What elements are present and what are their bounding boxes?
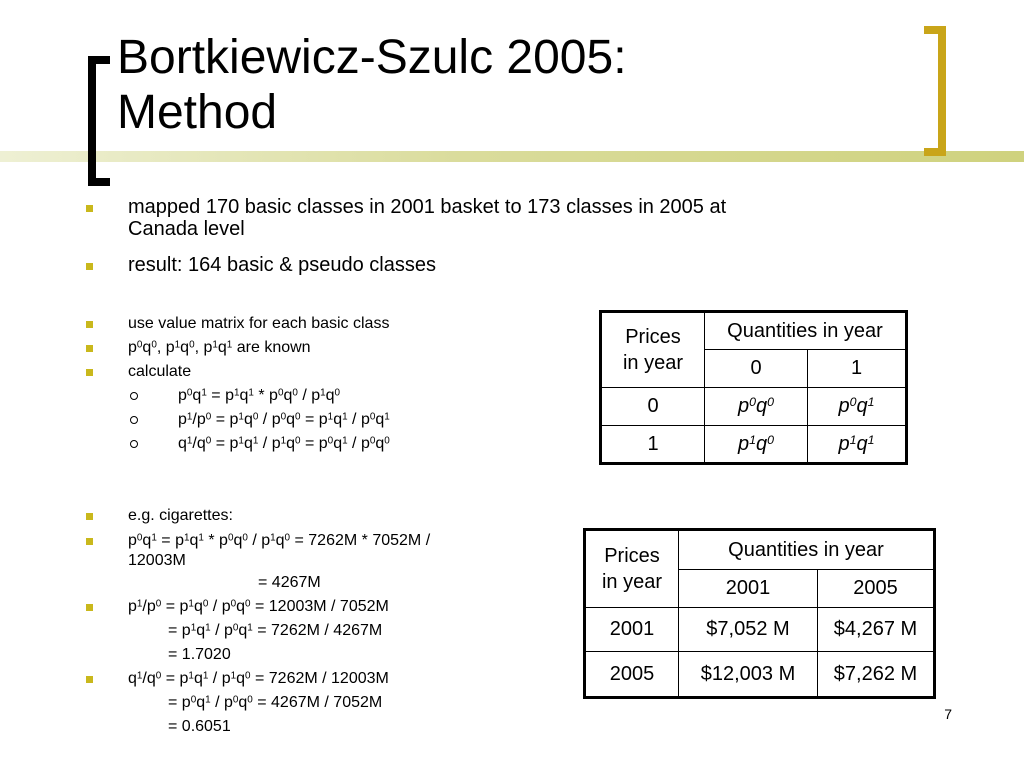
slide-title	[117, 30, 627, 140]
table-cell: $7,262 M	[818, 652, 935, 698]
bullet-square-icon	[86, 321, 93, 328]
formula: $q^1/q^0 = p^1q^1 / p^1q^0 = p^0q^1 / p^0q^0$	[178, 435, 390, 452]
table-col-header: 1	[808, 350, 907, 388]
table-corner: Prices in year	[601, 312, 705, 388]
value-matrix-table	[599, 310, 908, 465]
list-item	[86, 254, 726, 276]
list-item	[86, 408, 390, 432]
list-item	[86, 432, 390, 456]
list-item	[86, 531, 430, 571]
bullet-text: e.g. cigarettes:	[128, 507, 233, 524]
list-item-cont	[86, 571, 430, 595]
list-item	[86, 312, 390, 336]
title-underline-bar	[0, 151, 1024, 162]
list-item	[86, 595, 430, 619]
list-item	[86, 196, 726, 240]
formula-cont: 12003M	[128, 552, 186, 569]
formula-result: = 0.6051	[168, 718, 231, 735]
list-item-cont	[86, 643, 430, 667]
bullet-square-icon	[86, 205, 93, 212]
bullet-square-icon	[86, 538, 93, 545]
table-row-header: 1	[601, 426, 705, 464]
bullet-circle-icon	[130, 416, 138, 424]
table-row	[585, 608, 935, 652]
table-row	[585, 652, 935, 698]
table-header: Quantities in year	[705, 312, 907, 350]
bullet-text: mapped 170 basic classes in 2001 basket to 173 classes in 2005 at	[128, 196, 727, 218]
list-item	[86, 504, 430, 528]
table-corner: Prices in year	[585, 530, 679, 608]
bullet-text: result: 164 basic & pseudo classes	[128, 254, 436, 276]
example-bullet-list	[86, 504, 430, 739]
list-item-cont	[86, 619, 430, 643]
formula: $q^1/q^0 = p^1q^1 / p^1q^0 = 7262M / 12003M$	[128, 670, 389, 687]
table-cell: $p^0q^0$	[705, 388, 808, 426]
formula: = $p^0q^1 / p^0q^0 = 4267M / 7052M$	[168, 694, 383, 711]
table-row-header: 2005	[585, 652, 679, 698]
left-bracket	[88, 56, 110, 186]
cigarettes-table	[583, 528, 936, 699]
top-bullet-list	[86, 196, 726, 276]
bullet-square-icon	[86, 604, 93, 611]
table-row	[601, 388, 907, 426]
formula: = $p^1q^1 / p^0q^1 = 7262M / 4267M$	[168, 622, 383, 639]
table-row-header: 0	[601, 388, 705, 426]
table-cell: $7,052 M	[679, 608, 818, 652]
table-col-header: 2001	[679, 570, 818, 608]
table-cell: $p^0q^1$	[808, 388, 907, 426]
bullet-circle-icon	[130, 392, 138, 400]
title-line-2: Method	[117, 86, 278, 139]
table-col-header: 0	[705, 350, 808, 388]
method-bullet-list	[86, 312, 390, 456]
list-item	[86, 336, 390, 360]
bullet-text: calculate	[128, 363, 192, 380]
bullet-square-icon	[86, 345, 93, 352]
table-row-header: 2001	[585, 608, 679, 652]
bullet-square-icon	[86, 513, 93, 520]
formula: $p^0q^1 = p^1q^1 * p^0q^0 / p^1q^0$	[178, 387, 341, 404]
list-item	[86, 667, 430, 691]
table-row	[601, 426, 907, 464]
list-item-cont	[86, 691, 430, 715]
formula-result: = 4267M	[258, 574, 321, 591]
bullet-square-icon	[86, 263, 93, 270]
formula-result: = 1.7020	[168, 646, 231, 663]
bullet-text-cont: Canada level	[128, 218, 245, 240]
table-header: Quantities in year	[679, 530, 935, 570]
table-cell: $p^1q^0$	[705, 426, 808, 464]
table-cell: $12,003 M	[679, 652, 818, 698]
formula: $p^0q^1 = p^1q^1 * p^0q^0 / p^1q^0 = 7262M * 7052M$ /	[128, 532, 431, 549]
title-line-1: Bortkiewicz-Szulc 2005:	[117, 31, 627, 84]
list-item	[86, 384, 390, 408]
bullet-square-icon	[86, 369, 93, 376]
right-bracket	[924, 26, 946, 156]
bullet-square-icon	[86, 676, 93, 683]
formula: $p^1/p^0 = p^1q^0 / p^0q^0 = 12003M / 7052M$	[128, 598, 389, 615]
table-col-header: 2005	[818, 570, 935, 608]
table-cell: $p^1q^1$	[808, 426, 907, 464]
bullet-circle-icon	[130, 440, 138, 448]
formula: $p^1/p^0 = p^1q^0 / p^0q^0 = p^1q^1 / p^0q^1$	[178, 411, 390, 428]
list-item	[86, 360, 390, 384]
list-item-cont	[86, 715, 430, 739]
table-cell: $4,267 M	[818, 608, 935, 652]
formula: $p^0q^0$, $p^1q^0$, $p^1q^1$ are known	[128, 339, 311, 356]
page-number: 7	[944, 706, 952, 722]
bullet-text: use value matrix for each basic class	[128, 315, 390, 332]
